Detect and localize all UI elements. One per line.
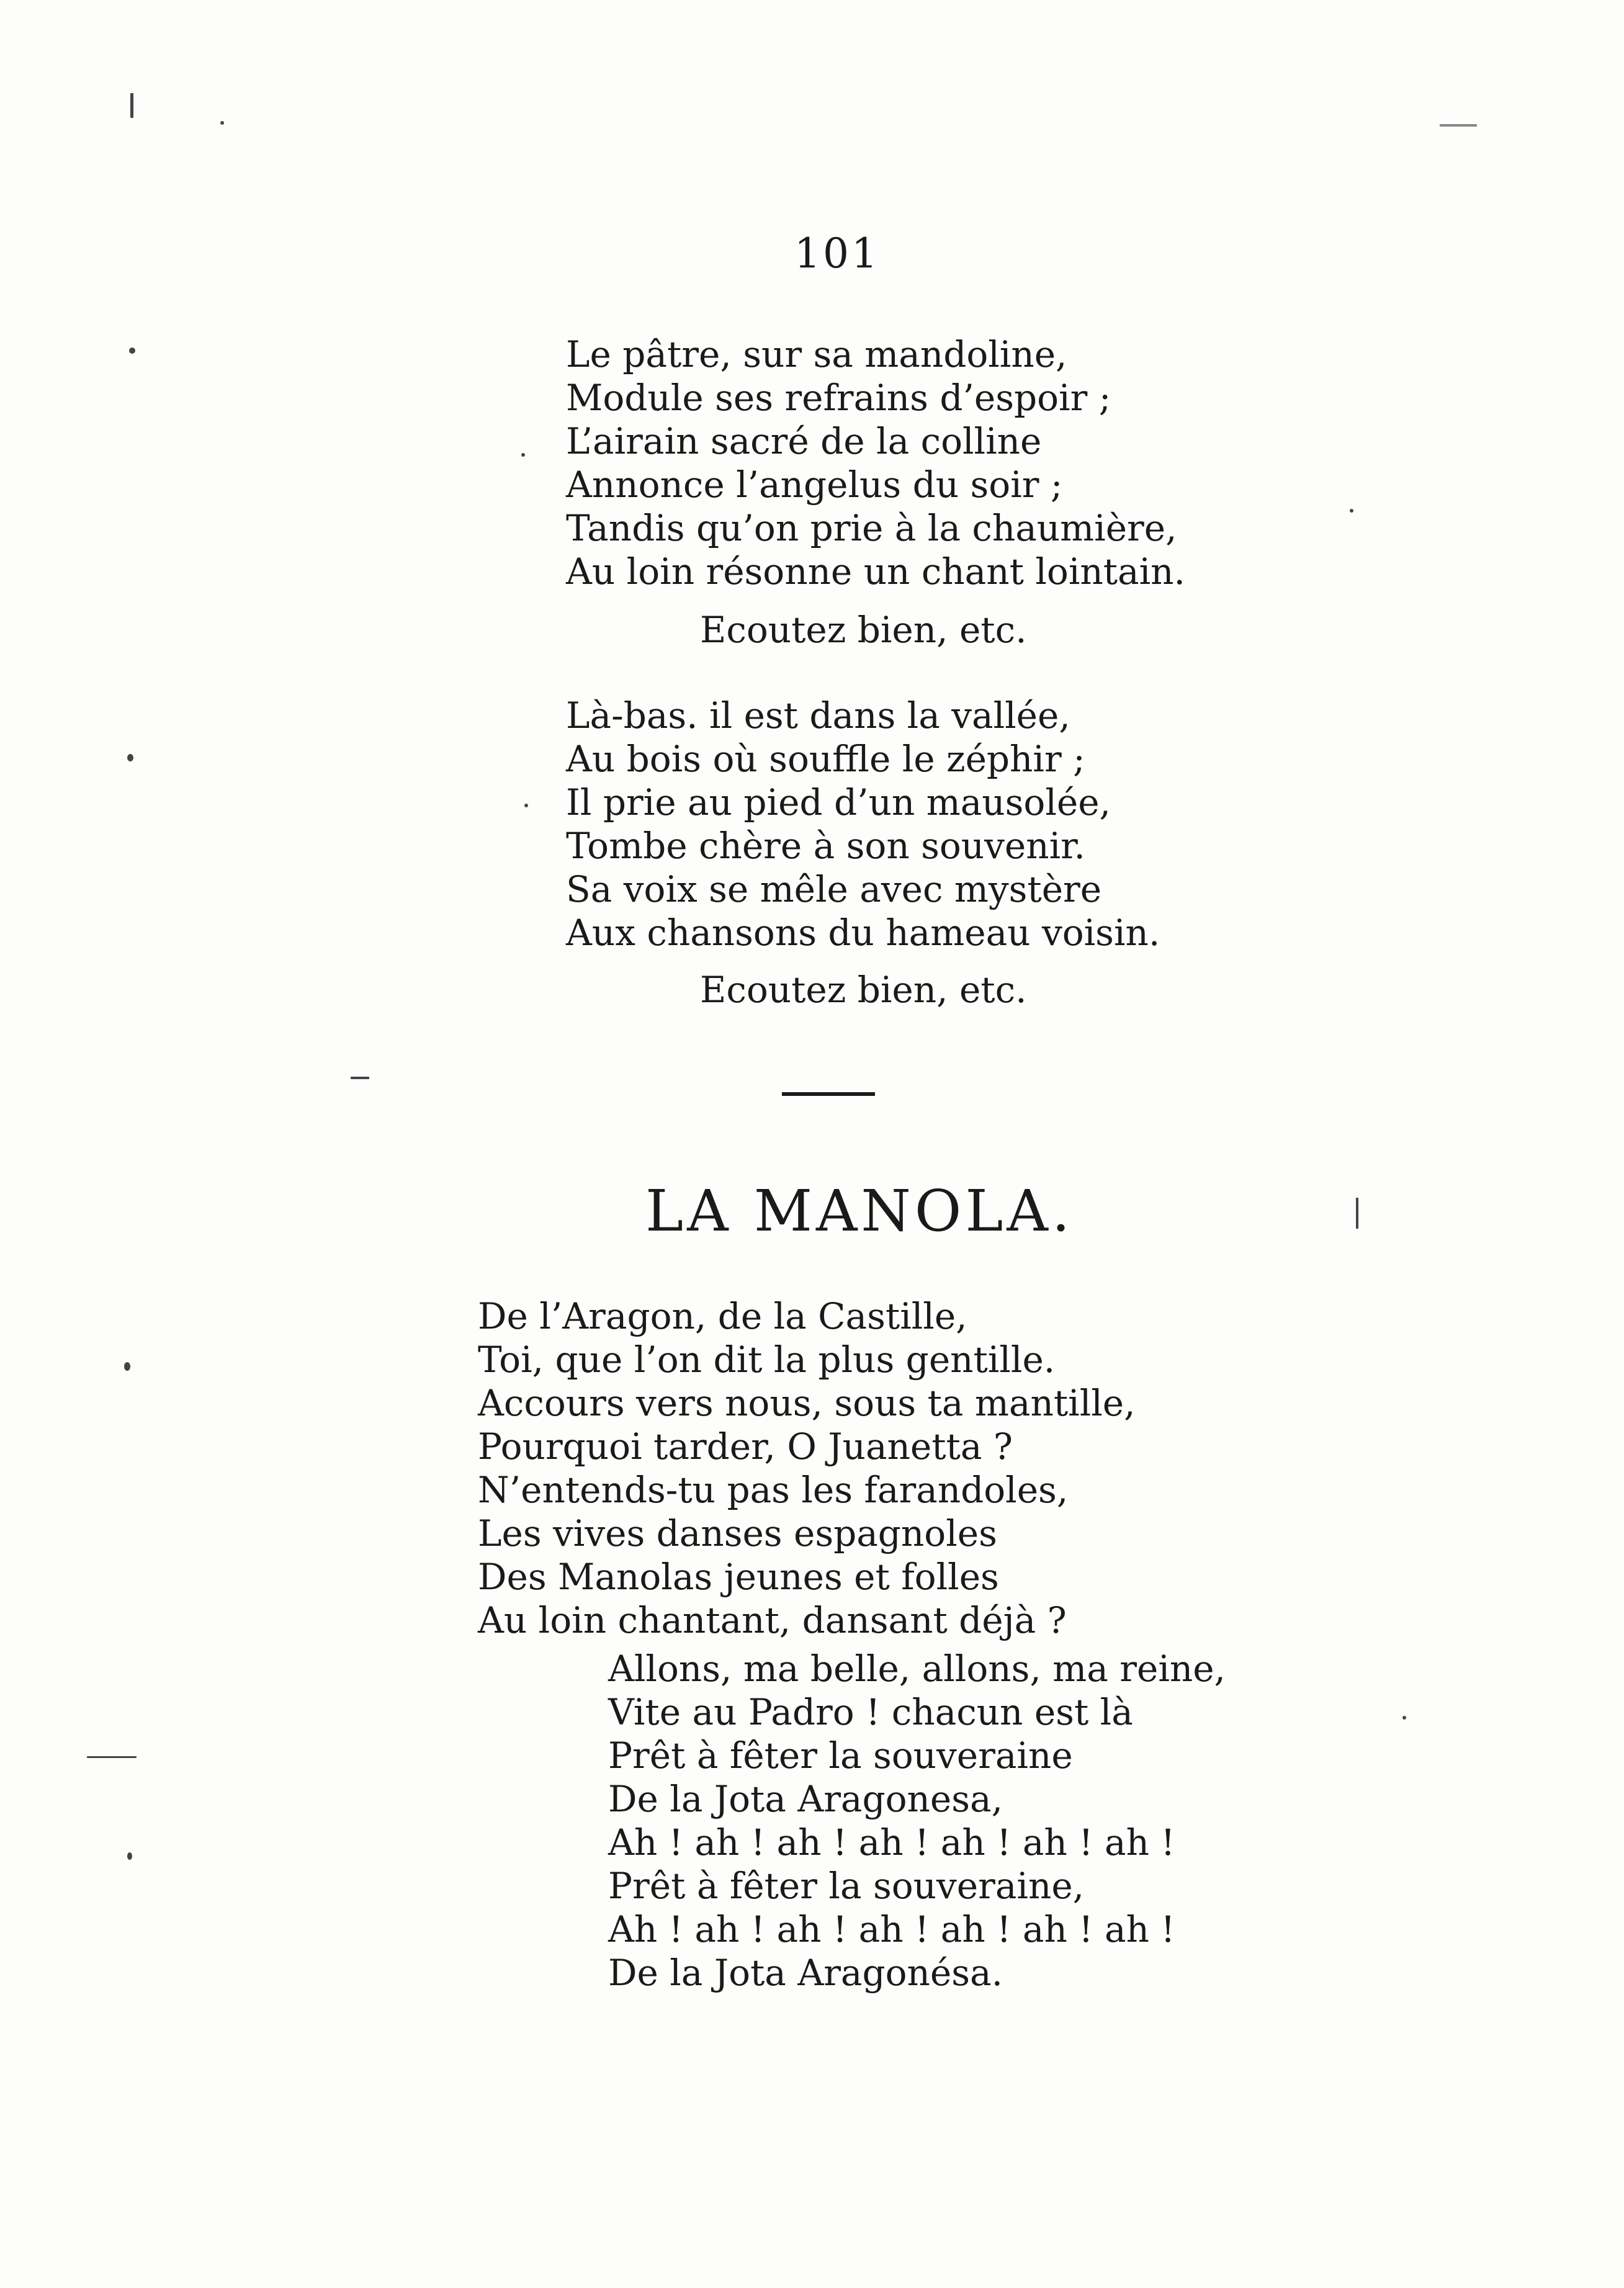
scan-speck <box>351 1077 369 1079</box>
scan-speck <box>1440 124 1477 127</box>
verse-line: Pourquoi tarder, O Juanetta ? <box>478 1425 1013 1468</box>
chorus-line: Ah ! ah ! ah ! ah ! ah ! ah ! ah ! <box>608 1908 1175 1950</box>
refrain-line: Ecoutez bien, etc. <box>700 609 1027 651</box>
chorus-line: Ah ! ah ! ah ! ah ! ah ! ah ! ah ! <box>608 1821 1175 1864</box>
stanza-line: Sa voix se mêle avec mystère <box>566 868 1102 910</box>
verse-line: Des Manolas jeunes et folles <box>478 1556 999 1598</box>
chorus-line: Prêt à fêter la souveraine, <box>608 1865 1085 1907</box>
stanza-line: Tombe chère à son souvenir. <box>566 825 1085 867</box>
song-chorus <box>608 1647 1226 1994</box>
scan-speck <box>1350 509 1353 513</box>
chorus-line: De la Jota Aragonésa. <box>608 1952 1003 1994</box>
stanza-line: Annonce l’angelus du soir ; <box>566 464 1063 506</box>
stanza-line: Tandis qu’on prie à la chaumière, <box>566 507 1177 549</box>
scan-speck <box>127 1852 132 1860</box>
chorus-line: De la Jota Aragonesa, <box>608 1778 1003 1820</box>
scan-speck <box>1356 1198 1358 1229</box>
scan-speck <box>124 1362 130 1371</box>
chorus-line: Vite au Padro ! chacun est là <box>608 1691 1133 1733</box>
stanza-1 <box>566 333 1185 593</box>
song-verse <box>478 1294 1136 1642</box>
scan-speck <box>1402 1716 1406 1720</box>
stanza-line: Aux chansons du hameau voisin. <box>566 912 1160 954</box>
scan-speck <box>127 754 133 761</box>
song-title: LA MANOLA. <box>645 1178 1074 1244</box>
scan-speck <box>521 453 525 457</box>
stanza-line: Là-bas. il est dans la vallée, <box>566 694 1070 737</box>
refrain-line: Ecoutez bien, etc. <box>700 969 1027 1011</box>
stanza-line: Au loin résonne un chant lointain. <box>566 550 1185 593</box>
stanza-line: Il prie au pied d’un mausolée, <box>566 781 1111 823</box>
verse-line: Accours vers nous, sous ta mantille, <box>478 1382 1136 1424</box>
scan-speck <box>130 93 133 118</box>
section-divider <box>782 1092 875 1096</box>
verse-line: De l’Aragon, de la Castille, <box>478 1295 967 1337</box>
verse-line: Toi, que l’on dit la plus gentille. <box>478 1339 1056 1381</box>
stanza-line: Au bois où souffle le zéphir ; <box>566 738 1085 780</box>
scan-speck <box>220 121 224 125</box>
stanza-line: L’airain sacré de la colline <box>566 420 1042 462</box>
verse-line: Les vives danses espagnoles <box>478 1512 997 1554</box>
stanza-2 <box>566 694 1160 954</box>
stanza-line: Module ses refrains d’espoir ; <box>566 377 1111 419</box>
chorus-line: Allons, ma belle, allons, ma reine, <box>608 1648 1226 1690</box>
stanza-line: Le pâtre, sur sa mandoline, <box>566 333 1067 375</box>
scan-speck <box>87 1756 137 1758</box>
page-number: 101 <box>794 230 880 277</box>
verse-line: Au loin chantant, dansant déjà ? <box>478 1599 1067 1641</box>
verse-line: N’entends-tu pas les farandoles, <box>478 1469 1069 1511</box>
scan-speck <box>524 804 528 807</box>
chorus-line: Prêt à fêter la souveraine <box>608 1734 1073 1777</box>
scan-speck <box>129 348 135 354</box>
